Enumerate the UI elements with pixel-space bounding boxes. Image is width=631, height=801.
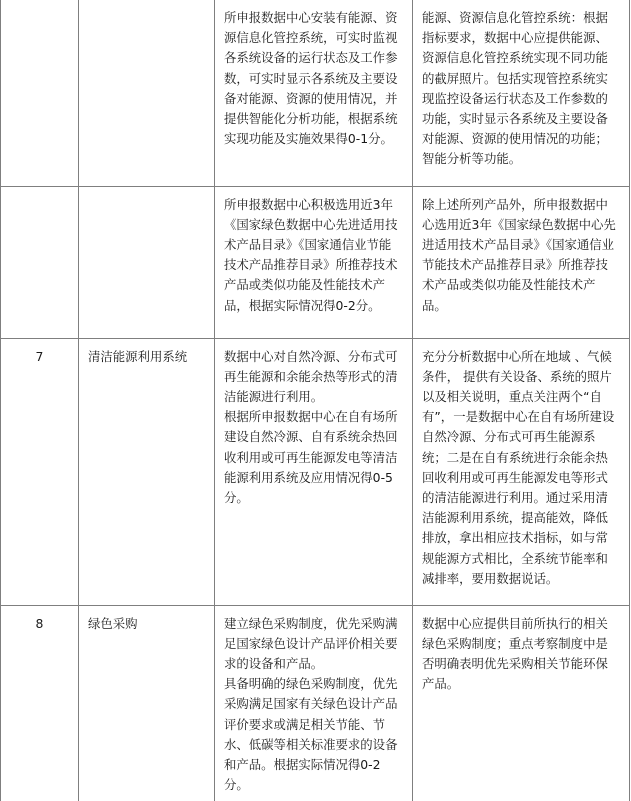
cell-item [79, 186, 215, 338]
table-row [1, 0, 630, 186]
cell-standard [215, 0, 413, 186]
evidence-text: 数据中心应提供目前所执行的相关绿色采购制度；重点考察制度中是否明确表明优先采购相关节能环保产品。 [422, 615, 608, 692]
standard-text: 数据中心对自然冷源、分布式可再生能源和余能余热等形式的清洁能源进行利用。 [224, 348, 398, 404]
table-row [1, 605, 630, 801]
standard-text: 具备明确的绿色采购制度，优先采购满足国家有关绿色设计产品评价要求或满足相关节能、节水、低碳等相关标准要求的设备和产品。根据实际情况得0-2分。 [224, 676, 398, 793]
evidence-text: 能源、资源信息化管控系统：根据指标要求，数据中心应提供能源、资源信息化管控系统实现不同功能的截屏照片。包括实现管控系统实现监控设备运行状态及工作参数的功能，实时显示各系统及主要设备对能源、资源的使用情况的功能；智能分析等功能。 [422, 10, 608, 167]
cell-item [79, 0, 215, 186]
cell-item: 清洁能源利用系统 [79, 338, 215, 605]
standard-text: 所申报数据中心安装有能源、资源信息化管控系统，可实时监视各系统设备的运行状态及工作参数，可实时显示各系统及主要设备对能源、资源的使用情况，并提供智能化分析功能，根据系统实现功能及实施效果得0-1分。 [224, 10, 398, 147]
standard-text: 所申报数据中心积极选用近3年《国家绿色数据中心先进适用技术产品目录》《国家通信业节能技术产品推荐目录》所推荐技术产品或类似功能及性能技术产品，根据实际情况得0-2分。 [224, 196, 398, 313]
cell-number [1, 0, 79, 186]
evidence-text: 除上述所列产品外，所申报数据中心选用近3年《国家绿色数据中心先进适用技术产品目录》《国家通信业节能技术产品推荐目录》所推荐技术产品或类似功能及性能技术产品。 [422, 196, 616, 313]
evidence-text: 充分分析数据中心所在地域 、气候条件， 提供有关设备、系统的照片以及相关说明，重点关注两个“自有”，一是数据中心在自有场所建设自然冷源、分布式可再生能源系统；二是在自有系统进行余能余热回收利用或可再生能源发电等形式的清洁能源进行利用。通过采用清洁能源利用系统，提高能效，降低排放，拿出相应技术指标，如与常规能源方式相比，全系统节能率和减排率，要用数据说话。 [422, 348, 615, 586]
cell-standard [215, 186, 413, 338]
cell-number [1, 186, 79, 338]
cell-standard [215, 338, 413, 605]
standard-text: 建立绿色采购制度，优先采购满足国家绿色设计产品评价相关要求的设备和产品。 [224, 615, 398, 671]
table-row [1, 338, 630, 605]
table-row [1, 186, 630, 338]
cell-evidence [413, 0, 630, 186]
cell-evidence [413, 605, 630, 801]
standard-text: 根据所申报数据中心在自有场所建设自然冷源、自有系统余热回收利用或可再生能源发电等清洁能源利用系统及应用情况得0-5分。 [224, 409, 398, 505]
cell-standard [215, 605, 413, 801]
cell-item: 绿色采购 [79, 605, 215, 801]
cell-evidence [413, 338, 630, 605]
cell-evidence [413, 186, 630, 338]
cell-number: 7 [1, 338, 79, 605]
cell-number: 8 [1, 605, 79, 801]
